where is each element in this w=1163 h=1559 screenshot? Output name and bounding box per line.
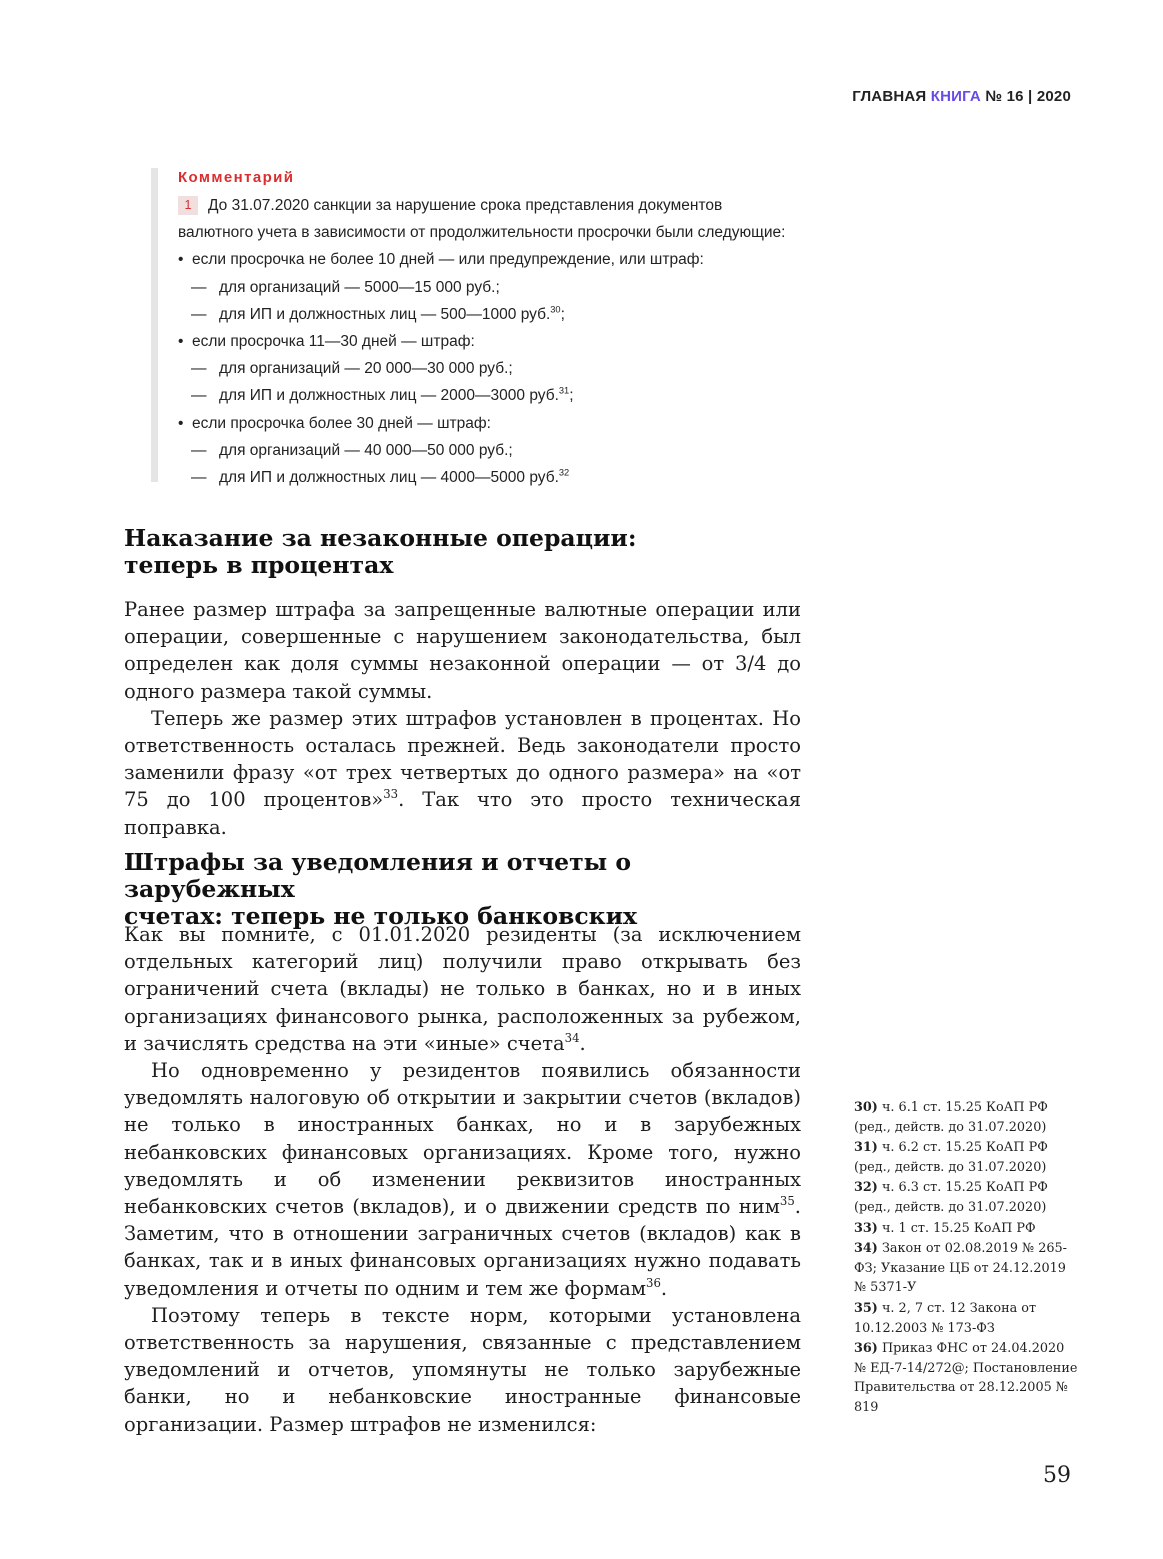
list-item-text: если просрочка более 30 дней — штраф: bbox=[192, 414, 491, 432]
sub-list-item bbox=[178, 437, 838, 464]
section-heading-1 bbox=[124, 525, 804, 579]
page-number: 59 bbox=[1043, 1463, 1071, 1488]
sub-list-item-text: для организаций — 40 000—50 000 руб.; bbox=[219, 441, 513, 459]
dash-marker: — bbox=[191, 441, 207, 459]
comment-intro-line2: валютного учета в зависимости от продолжительности просрочки были следующие: bbox=[178, 224, 786, 242]
running-header bbox=[852, 88, 1071, 105]
footnote-ref: 32 bbox=[558, 467, 570, 478]
footnote-ref: 33 bbox=[383, 787, 399, 802]
heading-line: теперь в процентах bbox=[124, 551, 394, 579]
sub-list-item-text: для ИП и должностных лиц — 500—1000 руб.$^{30}$; bbox=[219, 304, 565, 323]
footnote-ref: 31 bbox=[558, 385, 570, 396]
bullet-marker: • bbox=[178, 251, 184, 269]
brand-name-part1: ГЛАВНАЯ bbox=[852, 88, 931, 105]
footnote-item: 31) ч. 6.2 ст. 15.25 КоАП РФ (ред., действ. до 31.07.2020) bbox=[854, 1140, 1048, 1175]
footnote-item: 30) ч. 6.1 ст. 15.25 КоАП РФ (ред., действ. до 31.07.2020) bbox=[854, 1100, 1048, 1135]
comment-title: Комментарий bbox=[178, 169, 295, 186]
bullet-marker: • bbox=[178, 414, 184, 432]
sub-list-item-text: для организаций — 5000—15 000 руб.; bbox=[219, 278, 500, 296]
comment-block bbox=[151, 168, 838, 487]
paragraph: Но одновременно у резидентов появились обязанности уведомлять налоговую об открытии и закрытии счетов (вкладов) не только в иностранных банках, но и в зарубежных небанковских финансовых организациях. Кроме того, нужно уведомлять и об изменении реквизитов иностранных небанковских счетов (вкладов), и о движении средств по ним$^{35}$. Заметим, что в отношении заграничных счетов (вкладов) как в банках, так и в иных финансовых организациях нужно подавать уведомления и отчеты по одним и тем же формам$^{36}$. bbox=[124, 1059, 801, 1300]
dash-marker: — bbox=[191, 278, 207, 296]
sub-list-item-text: для организаций — 20 000—30 000 руб.; bbox=[219, 360, 513, 378]
sub-list-item bbox=[178, 355, 838, 382]
list-item-text: если просрочка не более 10 дней — или предупреждение, или штраф: bbox=[192, 251, 704, 269]
paragraph: Ранее размер штрафа за запрещенные валютные операции или операции, совершенные с нарушением законодательства, был определен как доля суммы незаконной операции — от 3/4 до одного размера такой суммы. bbox=[124, 598, 801, 703]
list-item bbox=[178, 246, 838, 273]
dash-marker: — bbox=[191, 360, 207, 378]
list-item bbox=[178, 328, 838, 355]
paragraph: Поэтому теперь в тексте норм, которыми установлена ответственность за нарушения, связанные с представлением уведомлений и отчетов, упомянуты не только зарубежные банки, но и небанковские иностранные финансовые организации. Размер штрафов не изменился: bbox=[124, 1303, 801, 1436]
comment-intro-line1: До 31.07.2020 санкции за нарушение срока представления документов bbox=[208, 197, 723, 214]
sub-list-item bbox=[178, 464, 838, 491]
section-1-body bbox=[124, 596, 801, 841]
footnote-item: 32) ч. 6.3 ст. 15.25 КоАП РФ (ред., действ. до 31.07.2020) bbox=[854, 1180, 1048, 1215]
footnote-ref: 30 bbox=[550, 304, 561, 315]
sub-list-item-text: для ИП и должностных лиц — 2000—3000 руб.$^{31}$; bbox=[219, 385, 574, 405]
dash-marker: — bbox=[191, 305, 207, 323]
list-item bbox=[178, 410, 838, 437]
sub-list-item bbox=[178, 382, 838, 409]
sub-list-item bbox=[178, 301, 838, 328]
heading-line: Штрафы за уведомления и отчеты о зарубежных bbox=[124, 848, 632, 903]
dash-marker: — bbox=[191, 469, 207, 487]
sub-list-item-text: для ИП и должностных лиц — 4000—5000 руб.$^{32}$ bbox=[219, 467, 570, 487]
issue-info: № 16 | 2020 bbox=[980, 88, 1071, 105]
comment-intro bbox=[178, 192, 838, 219]
section-heading-2 bbox=[124, 849, 804, 930]
brand-name-part2: КНИГА bbox=[930, 88, 981, 105]
paragraph: Теперь же размер этих штрафов установлен в процентах. Но ответственность осталась прежней. Ведь законодатели просто заменили фразу «от трех четвертых до одного размера» на «от 75 до 100 процентов»$^{33}$. Так что это просто техническая поправка. bbox=[124, 706, 801, 839]
heading-line: счетах: теперь не только банковских bbox=[124, 902, 638, 930]
section-2-body bbox=[124, 921, 801, 1438]
bullet-marker: • bbox=[178, 333, 184, 351]
list-item-text: если просрочка 11—30 дней — штраф: bbox=[192, 333, 475, 351]
footnote-ref: 35 bbox=[779, 1193, 795, 1208]
dash-marker: — bbox=[191, 387, 207, 405]
sub-list-item bbox=[178, 274, 838, 301]
heading-line: Наказание за незаконные операции: bbox=[124, 524, 637, 552]
footnotes bbox=[854, 1098, 1079, 1419]
footnote-ref: 36 bbox=[646, 1275, 661, 1290]
paragraph: Как вы помните, с 01.01.2020 резиденты (за исключением отдельных категорий лиц) получили право открывать без ограничений счета (вклады) не только в банках, но и в иных организациях финансового рынка, расположенных за рубежом, и зачислять средства на эти «иные» счета$^{34}$. bbox=[124, 923, 801, 1055]
footnote-item: 33) ч. 1 ст. 15.25 КоАП РФ bbox=[854, 1220, 1036, 1236]
footnote-item: 36) Приказ ФНС от 24.04.2020 № ЕД-7-14/272@; Постановление Правительства от 28.12.2005 № 819 bbox=[854, 1341, 1078, 1415]
footnote-item: 35) ч. 2, 7 ст. 12 Закона от 10.12.2003 № 173-ФЗ bbox=[854, 1300, 1037, 1336]
footnote-item: 34) Закон от 02.08.2019 № 265-ФЗ; Указание ЦБ от 24.12.2019 № 5371-У bbox=[854, 1241, 1067, 1296]
comment-number-badge: 1 bbox=[178, 196, 198, 215]
footnote-ref: 34 bbox=[564, 1030, 580, 1045]
